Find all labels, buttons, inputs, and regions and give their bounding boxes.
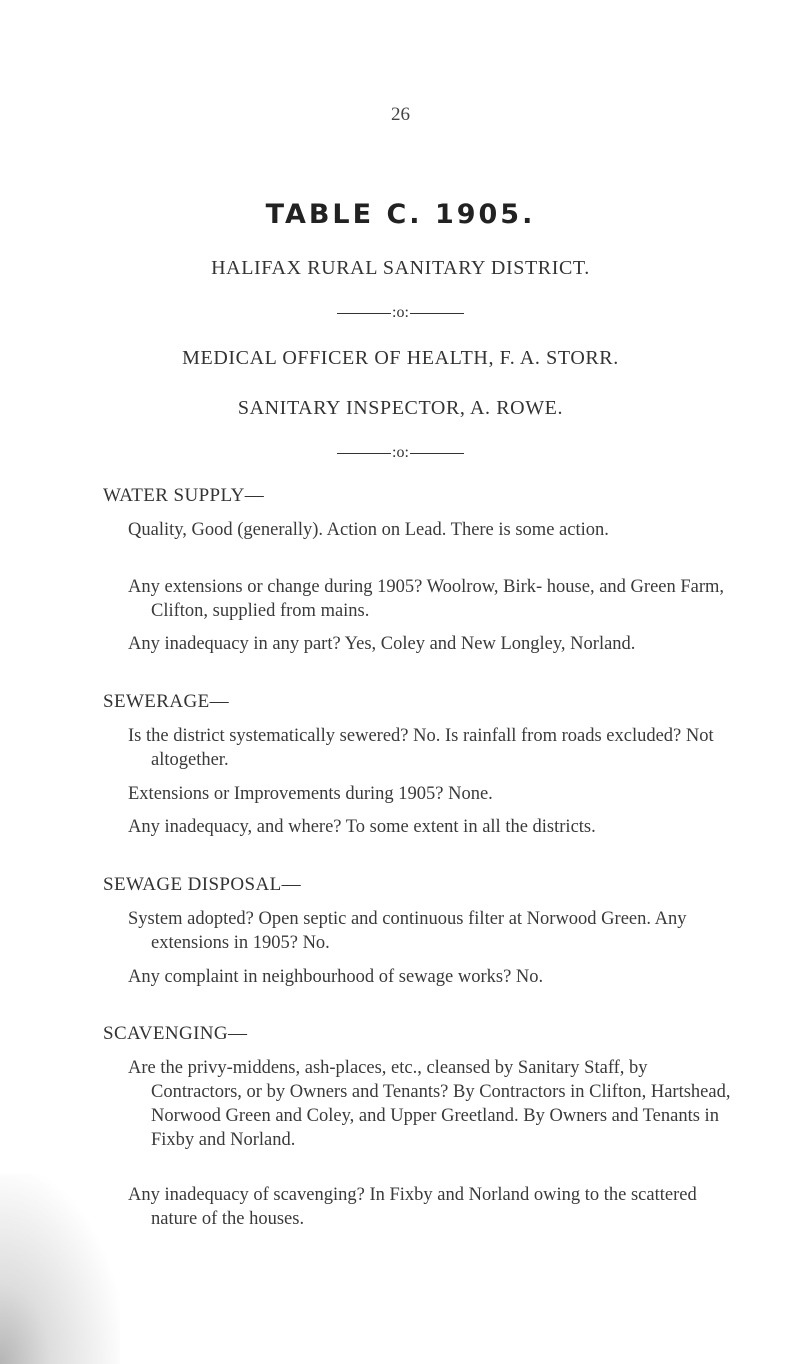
- water-extensions-paragraph: Any extensions or change during 1905? Woolrow, Birk- house, and Green Farm, Clifton, supplied from mains.: [128, 577, 725, 621]
- sewerage-inadequacy-paragraph: Any inadequacy, and where? To some extent in all the districts.: [128, 817, 596, 837]
- page-corner-shadow: [0, 1174, 120, 1364]
- district-heading: HALIFAX RURAL SANITARY DISTRICT.: [211, 257, 590, 279]
- divider-2: [0, 444, 801, 462]
- divider-mark: :o:: [392, 304, 409, 322]
- scavenging-inadequacy-paragraph: Any inadequacy of scavenging? In Fixby and Norland owing to the scattered nature of the houses.: [128, 1185, 697, 1229]
- sewage-complaint-paragraph: Any complaint in neighbourhood of sewage works? No.: [128, 967, 544, 987]
- divider-mark: :o:: [392, 444, 409, 462]
- section-heading-sewage-disposal: SEWAGE DISPOSAL—: [103, 874, 301, 895]
- page-number: 26: [391, 104, 410, 125]
- sanitary-inspector: SANITARY INSPECTOR, A. ROWE.: [237, 397, 564, 419]
- water-quality-paragraph: Quality, Good (generally). Action on Lead. There is some action.: [128, 520, 609, 540]
- section-heading-water-supply: WATER SUPPLY—: [103, 485, 265, 506]
- sewage-system-paragraph: System adopted? Open septic and continuous filter at Norwood Green. Any extensions in 1905? No.: [128, 909, 687, 953]
- table-title: TABLE C. 1905.: [265, 199, 536, 230]
- section-heading-sewerage: SEWERAGE—: [103, 691, 230, 712]
- scavenging-cleansing-paragraph: Are the privy-middens, ash-places, etc., cleansed by Sanitary Staff, by Contractors, or by Owners and Tenants? By Contractors in Clifton, Hartshead, Norwood Green and Coley, and Upper Greetland. By Owners and Tenants in Fixby and Norland.: [128, 1058, 731, 1150]
- medical-officer: MEDICAL OFFICER OF HEALTH, F. A. STORR.: [182, 347, 619, 369]
- sewerage-improvements-paragraph: Extensions or Improvements during 1905? None.: [128, 784, 493, 804]
- section-heading-scavenging: SCAVENGING—: [103, 1023, 248, 1044]
- divider-1: [0, 304, 801, 322]
- sewerage-system-paragraph: Is the district systematically sewered? No. Is rainfall from roads excluded? Not altogether.: [128, 726, 714, 770]
- water-inadequacy-paragraph: Any inadequacy in any part? Yes, Coley and New Longley, Norland.: [128, 634, 636, 654]
